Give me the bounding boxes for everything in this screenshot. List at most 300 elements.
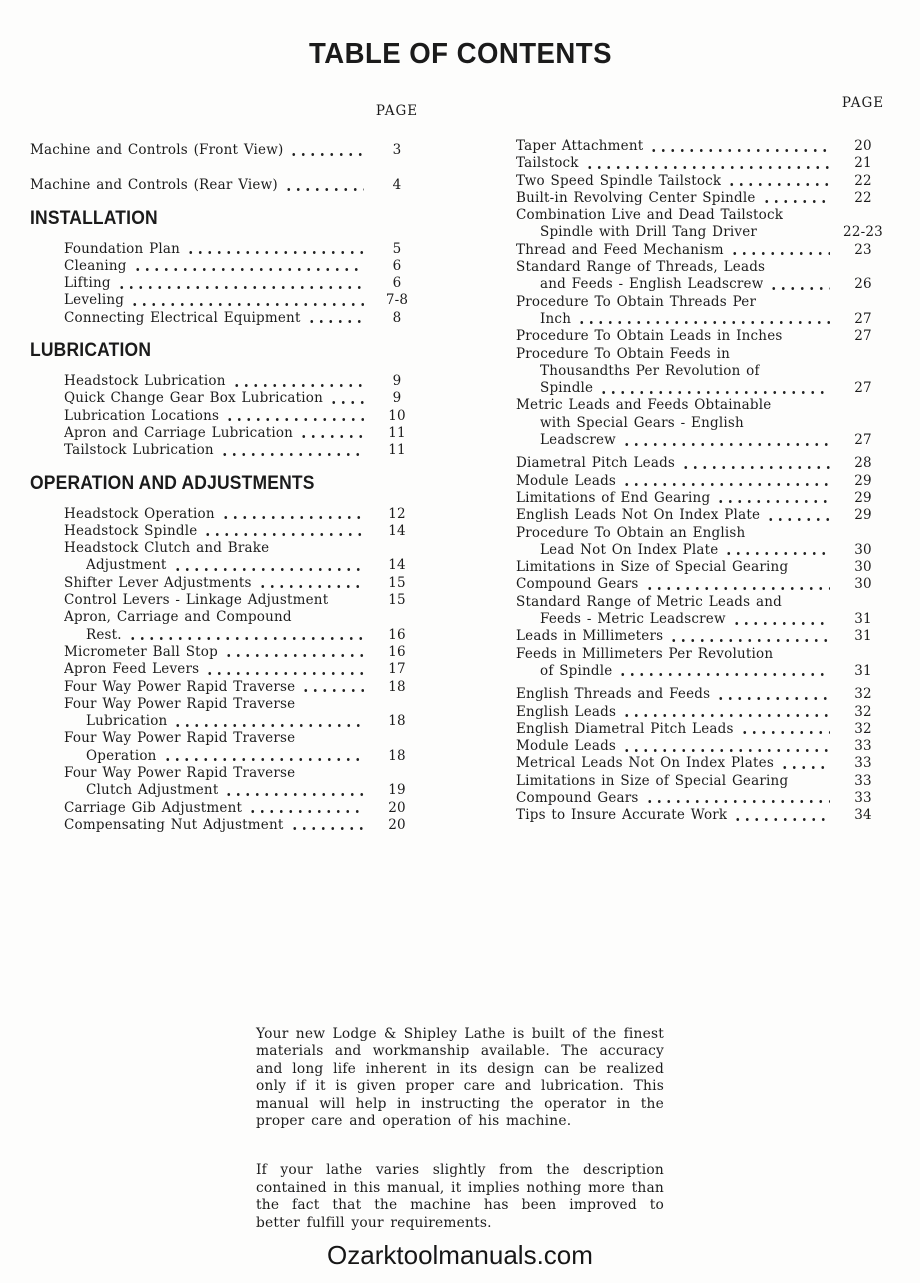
toc-entry-label: Thread and Feed Mechanism [516,241,724,258]
toc-entry-line [30,408,426,425]
toc-entry-line [30,800,426,817]
toc-entry-label: Module Leads [516,738,617,755]
toc-entry [30,241,426,258]
toc-entry-label: Carriage Gib Adjustment [64,799,243,816]
toc-entry [30,425,426,442]
toc-entry-line [30,442,426,459]
toc-entry-page: 11 [388,442,406,459]
dot-leader [127,627,364,644]
toc-entry-line [516,807,892,824]
toc-entry-label: Metrical Leads Not On Index Plates [516,755,774,772]
toc-entry-line [30,696,426,713]
toc-entry [516,294,892,329]
toc-entry [516,721,892,738]
dot-leader [762,224,830,241]
toc-entry-label: Standard Range of Metric Leads and [516,593,782,610]
toc-entry-line [516,455,892,472]
dot-leader [584,155,830,172]
toc-entry-line [30,390,426,407]
toc-entry-line [30,275,426,292]
toc-entry-line [516,380,892,397]
toc-entry [30,592,426,609]
toc-entry-label: Four Way Power Rapid Traverse [64,765,296,782]
toc-entry-line [516,173,892,190]
toc-entry-page: 33 [854,738,872,755]
toc-entry [30,696,426,731]
toc-entry-label: Limitations in Size of Special Gearing [516,772,789,789]
toc-entry-line [30,241,426,258]
toc-entry-label: Micrometer Ball Stop [64,643,218,660]
toc-entry-line [516,507,892,524]
toc-entry-page: 32 [854,686,872,703]
page-column-header-right [516,95,892,111]
toc-entry-label: Compound Gears [516,576,639,593]
toc-entry [516,755,892,772]
toc-entry-line [516,755,892,772]
toc-entry-label: Apron and Carriage Lubrication [64,424,294,441]
toc-entry [516,242,892,259]
dot-leader [257,575,364,592]
toc-entry-line [516,525,892,542]
dot-leader [729,242,830,259]
toc-column-right [516,95,892,825]
toc-entry [30,442,426,459]
toc-entry-line [30,523,426,540]
toc-entry-page: 22-23 [843,224,883,241]
toc-entry-page: 29 [854,472,872,489]
toc-entry [516,525,892,560]
toc-entry-line [30,782,426,799]
dot-leader [621,704,830,721]
toc-entry-page: 27 [854,310,872,327]
toc-entry-line [30,292,426,309]
toc-entry-line [30,644,426,661]
toc-entry-line [30,627,426,644]
intro-paragraph: If your lathe varies slightly from the description contained in this manual, it implies nothing more than the fact that the machine has been improved to better fulfill your requirements. [256,1162,664,1231]
dot-leader [617,663,830,680]
toc-entry-line [30,373,426,390]
toc-entry-page: 32 [854,703,872,720]
toc-entry-page: 33 [854,789,872,806]
dot-leader [172,713,364,730]
toc-entry-label: Lubrication Locations [64,407,220,424]
toc-entry-line [516,190,892,207]
dot-leader [172,557,364,574]
toc-entry-label: Tailstock Lubrication [64,442,214,459]
page-header-label: PAGE [375,103,419,119]
toc-entry-label: Lifting [64,275,111,292]
toc-entry-page: 27 [854,380,872,397]
toc-entry-label: Feeds in Millimeters Per Revolution [516,645,774,662]
toc-entry-label: Procedure To Obtain Leads in Inches [516,328,783,345]
toc-entry-page: 30 [854,541,872,558]
toc-entry [516,155,892,172]
toc-entry-line [516,594,892,611]
toc-entry-line [516,207,892,224]
toc-entry-page: 18 [388,678,406,695]
toc-entry-page: 31 [854,611,872,628]
toc-entry-label: Compound Gears [516,789,639,806]
toc-entry-line [516,294,892,311]
toc-entry-label: Clutch Adjustment [86,782,219,799]
toc-entry-label: English Diametral Pitch Leads [516,720,734,737]
dot-leader [576,311,830,328]
toc-entry [516,397,892,449]
toc-entry-line [30,506,426,523]
dot-leader [726,173,830,190]
intro-text [256,1026,664,1232]
toc-entry-page: 9 [392,390,402,407]
toc-entry-line [516,415,892,432]
toc-entry-line [30,557,426,574]
toc-entry-label: Apron, Carriage and Compound [64,609,292,626]
toc-entry-page: 34 [854,807,872,824]
toc-entry-line [516,663,892,680]
toc-entry-label: Procedure To Obtain Threads Per [516,293,757,310]
toc-entry-page: 22 [854,189,872,206]
toc-entry [516,559,892,576]
toc-entry-page: 33 [854,755,872,772]
toc-entry-label: Foundation Plan [64,240,181,257]
toc-entry-page: 27 [854,328,872,345]
toc-entry-label: English Leads [516,703,617,720]
toc-entry-page: 22 [854,172,872,189]
toc-entry-line [30,661,426,678]
toc-entry-line [516,397,892,414]
toc-entry-line [516,155,892,172]
toc-entry-page: 27 [854,432,872,449]
toc-entry-line [30,425,426,442]
toc-entry [30,142,426,159]
toc-entry-page: 14 [388,557,406,574]
toc-entry [516,773,892,790]
toc-entry-label: Machine and Controls (Front View) [30,142,284,158]
dot-leader [300,679,364,696]
toc-column-left [30,103,426,834]
toc-entry [516,704,892,721]
dot-leader [162,748,364,765]
dot-leader [779,755,830,772]
toc-entry-line [516,432,892,449]
dot-leader [621,432,830,449]
dot-leader [648,138,830,155]
toc-entry-line [516,242,892,259]
dot-leader [298,425,364,442]
toc-entry-label: Rest. [86,626,122,643]
page-column-header-left [30,103,426,119]
toc-entry [516,259,892,294]
dot-leader [680,455,830,472]
toc-entry-page: 12 [388,505,406,522]
toc-entry-line [516,686,892,703]
dot-leader [621,738,830,755]
toc-entry-page: 29 [854,489,872,506]
dot-leader [129,292,364,309]
toc-entry-line [516,259,892,276]
toc-entry-label: Lead Not On Index Plate [540,541,719,558]
toc-entry-page: 26 [854,276,872,293]
toc-entry-page: 11 [388,424,406,441]
toc-entry-line [30,748,426,765]
dot-leader [333,592,364,609]
toc-entry-line [516,542,892,559]
toc-entry [30,506,426,523]
dot-leader [219,442,364,459]
toc-entry-page: 31 [854,662,872,679]
dot-leader [204,661,364,678]
toc-entry-label: Headstock Clutch and Brake [64,540,270,557]
toc-entry-label: Metric Leads and Feeds Obtainable [516,397,772,414]
toc-entry [516,790,892,807]
toc-entry-label: with Special Gears - English [540,414,744,431]
toc-entry-label: and Feeds - English Leadscrew [540,276,764,293]
toc-entry-line [30,177,426,194]
section-heading: LUBRICATION [30,340,152,362]
dot-leader [793,559,830,576]
dot-leader [132,258,364,275]
toc-entry [30,408,426,425]
toc-entry [30,310,426,327]
toc-entry-label: Lubrication [86,713,168,730]
toc-entry [516,628,892,645]
page-title-wrap [0,38,920,71]
toc-entry-label: Leads in Millimeters [516,628,664,645]
toc-entry [30,765,426,800]
toc-entry-line [516,773,892,790]
page-title: TABLE OF CONTENTS [308,38,612,70]
toc-entry-line [30,575,426,592]
toc-entry [30,177,426,194]
dot-leader [185,241,364,258]
toc-entry-line [30,258,426,275]
dot-leader [768,276,830,293]
toc-entry-line [30,540,426,557]
toc-entry-line [516,490,892,507]
toc-entry-label: Machine and Controls (Rear View) [30,177,278,194]
toc-entry-line [30,817,426,834]
dot-leader [668,628,830,645]
toc-entry-line [516,311,892,328]
toc-entry-page: 21 [854,155,872,172]
toc-entry-line [516,138,892,155]
toc-entry-line [30,713,426,730]
toc-entry-label: Procedure To Obtain an English [516,524,746,541]
dot-leader [793,773,830,790]
toc-entry-line [516,646,892,663]
dot-leader [621,473,830,490]
toc-entry-page: 30 [854,559,872,576]
toc-entry-page: 20 [388,799,406,816]
toc-entry-page: 30 [854,576,872,593]
dot-leader [644,576,830,593]
toc-entry-line [516,224,892,241]
toc-entry-label: Leveling [64,292,125,309]
dot-leader [765,507,830,524]
toc-entry-label: Compensating Nut Adjustment [64,816,284,833]
toc-entry-page: 15 [388,592,406,609]
toc-entry-line [30,679,426,696]
toc-entry-page: 33 [854,772,872,789]
toc-entry-label: Four Way Power Rapid Traverse [64,730,296,747]
toc-entry [516,473,892,490]
dot-leader [328,390,364,407]
dot-leader [732,807,830,824]
toc-entry-page: 18 [388,747,406,764]
toc-entry [30,373,426,390]
toc-entry [516,138,892,155]
dot-leader [715,686,830,703]
toc-entry [516,455,892,472]
toc-entry-label: Control Levers - Linkage Adjustment [64,592,329,609]
toc-entry-line [516,576,892,593]
toc-entry-page: 6 [392,257,402,274]
toc-entry-label: Combination Live and Dead Tailstock [516,207,784,224]
toc-entry-label: Module Leads [516,472,617,489]
toc-entry-label: Headstock Operation [64,505,215,522]
toc-entry-page: 10 [388,407,406,424]
toc-column-left-body [30,142,426,834]
dot-leader [289,817,365,834]
toc-entry-label: Headstock Spindle [64,522,198,539]
toc-entry [516,190,892,207]
toc-entry-page: 7-8 [385,292,409,309]
toc-entry [516,328,892,345]
toc-entry-label: Tips to Insure Accurate Work [516,807,728,824]
toc-entry-label: Spindle with Drill Tang Driver [540,224,758,241]
toc-entry [516,738,892,755]
toc-entry-page: 4 [392,177,402,194]
toc-entry-line [516,704,892,721]
toc-entry-line [516,738,892,755]
toc-entry-page: 9 [392,373,402,390]
toc-entry-line [30,592,426,609]
toc-entry-label: of Spindle [540,662,613,679]
toc-entry [516,507,892,524]
toc-entry [516,173,892,190]
dot-leader [788,328,830,345]
dot-leader [739,721,830,738]
toc-entry-label: Tailstock [516,155,579,172]
dot-leader [288,142,364,159]
toc-entry-label: Four Way Power Rapid Traverse [64,695,296,712]
toc-entry-label: Feeds - Metric Leadscrew [540,611,726,628]
dot-leader [223,782,364,799]
toc-entry [30,679,426,696]
intro-paragraph: Your new Lodge & Shipley Lathe is built of the finest materials and workmanship available. The accuracy and long life inherent in its design can be realized only if it is given proper care and lubrication. This manual will help in instructing the operator in the proper care and operation of his machine. [256,1026,664,1130]
toc-entry-label: Shifter Lever Adjustments [64,574,252,591]
toc-entry-label: Quick Change Gear Box Lubrication [64,390,323,407]
toc-entry-page: 20 [388,816,406,833]
toc-entry [30,258,426,275]
toc-entry-label: Apron Feed Levers [64,661,200,678]
toc-entry-line [516,611,892,628]
toc-entry-line [516,559,892,576]
toc-entry [30,523,426,540]
toc-entry [516,594,892,629]
toc-entry-label: English Leads Not On Index Plate [516,507,761,524]
dot-leader [598,380,830,397]
toc-entry [30,275,426,292]
toc-entry-page: 23 [854,241,872,258]
toc-entry [516,646,892,681]
toc-entry [516,207,892,242]
dot-leader [306,310,364,327]
toc-entry-label: English Threads and Feeds [516,686,711,703]
toc-entry [516,807,892,824]
section-heading: INSTALLATION [30,207,158,229]
toc-entry-page: 16 [388,626,406,643]
toc-entry-line [516,790,892,807]
toc-entry-label: Cleaning [64,257,127,274]
toc-entry-page: 6 [392,275,402,292]
toc-entry [30,800,426,817]
toc-entry-line [516,363,892,380]
dot-leader [715,490,830,507]
toc-entry-label: Diametral Pitch Leads [516,455,676,472]
toc-entry [30,390,426,407]
toc-entry-page: 31 [854,628,872,645]
toc-entry-label: Two Speed Spindle Tailstock [516,172,722,189]
dot-leader [283,177,364,194]
toc-entry-label: Limitations of End Gearing [516,489,711,506]
toc-entry-page: 28 [854,455,872,472]
toc-entry-page: 18 [388,713,406,730]
toc-entry [30,575,426,592]
toc-entry-line [30,730,426,747]
toc-entry [30,292,426,309]
toc-entry-page: 3 [392,142,402,158]
toc-entry-line [516,628,892,645]
toc-entry [30,644,426,661]
dot-leader [202,523,364,540]
toc-entry-label: Built-in Revolving Center Spindle [516,189,756,206]
toc-entry-page: 14 [388,522,406,539]
toc-entry [30,817,426,834]
toc-entry-label: Procedure To Obtain Feeds in [516,345,731,362]
toc-entry-label: Connecting Electrical Equipment [64,309,301,326]
dot-leader [723,542,830,559]
toc-column-right-body [516,138,892,825]
toc-entry [30,730,426,765]
dot-leader [231,373,364,390]
dot-leader [644,790,830,807]
dot-leader [761,190,830,207]
watermark-text: Ozarktoolmanuals.com [327,1240,593,1270]
toc-entry-label: Inch [540,310,572,327]
toc-entry-line [30,310,426,327]
toc-entry [30,609,426,644]
dot-leader [224,408,364,425]
toc-entry-label: Spindle [540,380,594,397]
toc-entry-line [516,328,892,345]
toc-entry-label: Standard Range of Threads, Leads [516,259,766,276]
toc-entry-page: 19 [388,782,406,799]
toc-entry-line [30,142,426,159]
toc-entry-label: Leadscrew [540,432,616,449]
toc-entry-line [516,721,892,738]
toc-entry-label: Thousandths Per Revolution of [540,362,760,379]
toc-entry [30,540,426,575]
toc-entry-line [30,765,426,782]
toc-entry-label: Four Way Power Rapid Traverse [64,678,296,695]
toc-entry-page: 15 [388,574,406,591]
dot-leader [220,506,364,523]
toc-entry [516,686,892,703]
toc-entry [516,490,892,507]
page-header-label: PAGE [841,95,885,111]
dot-leader [247,800,364,817]
toc-entry-page: 8 [392,309,402,326]
